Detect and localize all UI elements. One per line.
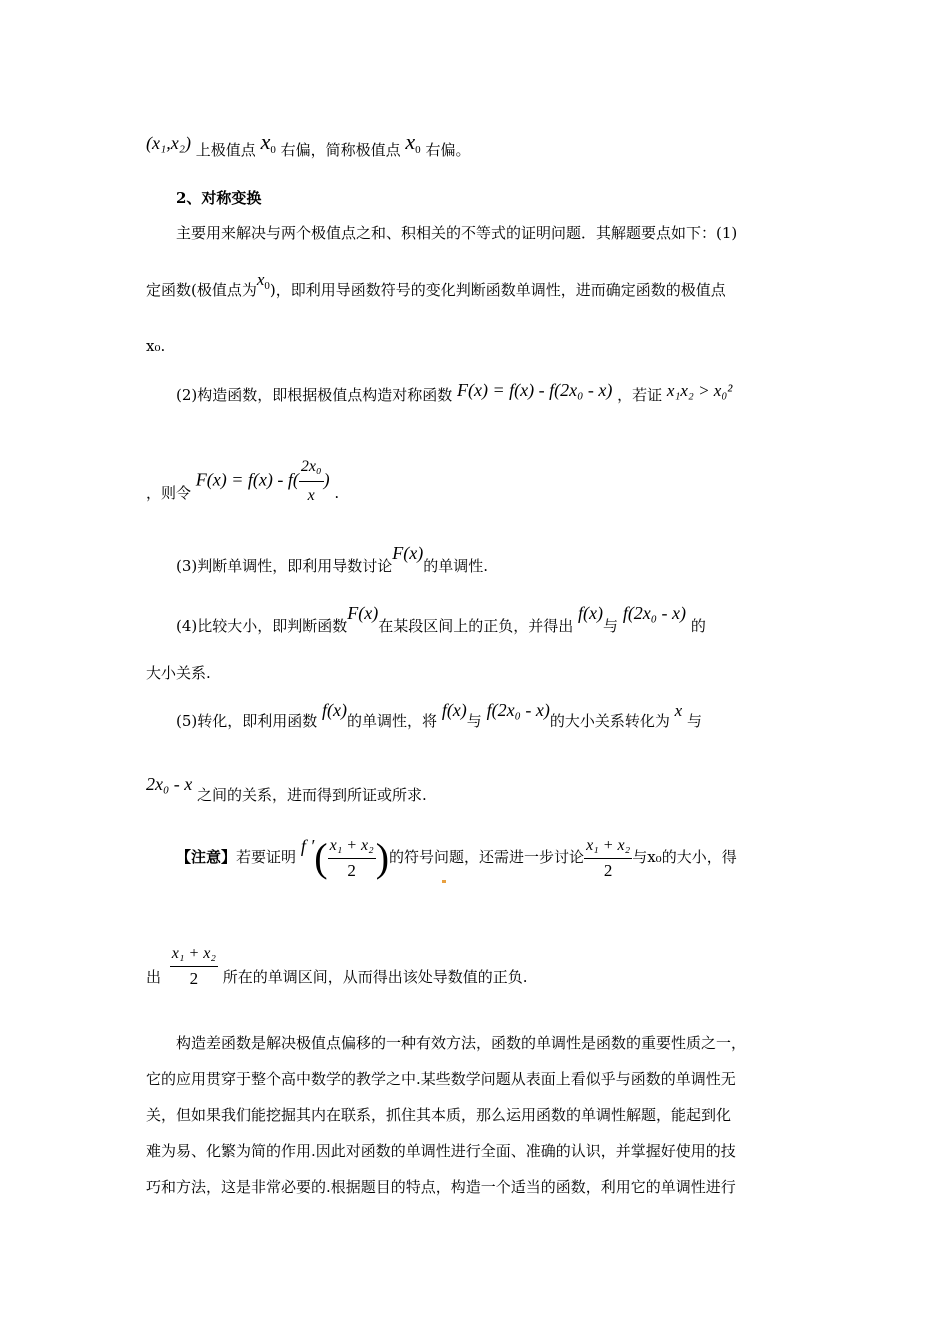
x0-inline: x₀ bbox=[647, 848, 662, 866]
intro-line-c: x₀. bbox=[146, 337, 166, 355]
f-x-formula-3: f(x) bbox=[441, 700, 467, 720]
step5-text-b: 的单调性，将 bbox=[347, 712, 438, 730]
step5-text-c: 与 bbox=[466, 712, 482, 730]
step5-line bbox=[176, 700, 702, 730]
intro-line-b bbox=[146, 270, 726, 302]
step4-text-a: (4)比较大小，即判断函数 bbox=[176, 617, 348, 635]
step5-text-a: (5)转化，即利用函数 bbox=[176, 712, 318, 730]
step2-line bbox=[176, 380, 733, 404]
note-text-b: 的符号问题，还需进一步讨论 bbox=[389, 848, 585, 866]
step4-text-b: 在某段区间上的正负，并得出 bbox=[378, 617, 574, 635]
right-paren: ) bbox=[375, 835, 390, 880]
note-line bbox=[176, 834, 737, 881]
closing-line-4: 难为易、化繁为简的作用.因此对函数的单调性进行全面、准确的认识，并掌握好使用的技 bbox=[146, 1142, 736, 1160]
intro-line-b-start: 定函数(极值点为 bbox=[146, 281, 257, 299]
step2-text-a: (2)构造函数，即根据极值点构造对称函数 bbox=[176, 386, 453, 404]
2x0-minus-x-formula: 2x₀ - x bbox=[146, 774, 193, 794]
f-2x0-minus-x-formula: f(2x₀ - x) bbox=[622, 603, 687, 623]
note-text-a: 若要证明 bbox=[236, 848, 297, 866]
midpoint-fraction: $\frac{\text{x₁ + x₂}}{2}$ bbox=[329, 836, 374, 880]
midpoint-fraction-3: $\frac{\text{x₁ + x₂}}{2}$ bbox=[171, 944, 216, 988]
f-prime-symbol: f ′ bbox=[300, 836, 315, 856]
line1-text-b: 右偏，简称极值点 bbox=[280, 141, 401, 159]
section-heading: 2、对称变换 bbox=[176, 189, 262, 207]
step5-line-b bbox=[146, 774, 427, 804]
f-x-formula-2: f(x) bbox=[322, 700, 348, 720]
F-x-formula: F(x) bbox=[392, 543, 424, 563]
formula3-left: F(x) = f(x) - f( bbox=[195, 469, 299, 490]
x0-symbol: x0 bbox=[260, 129, 276, 156]
step5-text-d: 的大小关系转化为 bbox=[549, 712, 670, 730]
closing-line-1: 构造差函数是解决极值点偏移的一种有效方法，函数的单调性是函数的重要性质之一， bbox=[176, 1034, 747, 1052]
step4-text-c: 与 bbox=[603, 617, 619, 635]
formula3-fraction: $\frac{\text{2x₀}}{x}$ bbox=[299, 455, 324, 508]
step4-line bbox=[176, 603, 706, 635]
note-line-b bbox=[146, 943, 527, 989]
step2-line-b bbox=[146, 455, 339, 508]
line1-text-a: 上极值点 bbox=[195, 141, 256, 159]
note-text-e: 出 bbox=[146, 968, 162, 986]
step2-text-b: ，若证 bbox=[617, 386, 663, 404]
intro-line-a: 主要用来解决与两个极值点之和、积相关的不等式的证明问题．其解题要点如下：(1) bbox=[176, 224, 738, 242]
note-text-c: 与 bbox=[632, 848, 648, 866]
step5-text-f: 之间的关系，进而得到所证或所求. bbox=[197, 786, 427, 804]
step2-text-d: . bbox=[334, 483, 340, 502]
x0-symbol-3: $x_0$ bbox=[256, 270, 270, 292]
closing-line-2: 它的应用贯穿于整个高中数学的教学之中.某些数学问题从表面上看似乎与函数的单调性无 bbox=[146, 1070, 736, 1088]
closing-paragraph bbox=[146, 1025, 806, 1205]
step3-text-a: (3)判断单调性，即利用导数讨论 bbox=[176, 557, 393, 575]
step3-line bbox=[176, 543, 489, 575]
closing-line-5: 巧和方法，这是非常必要的.根据题目的特点，构造一个适当的函数，利用它的单调性进行 bbox=[146, 1178, 736, 1196]
f-2x0-minus-x-formula-2: f(2x₀ - x) bbox=[486, 700, 550, 720]
symmetric-function-formula: F(x) = f(x) - f(2x₀ - x) bbox=[457, 380, 613, 400]
line-interval-x0-right-bias bbox=[146, 129, 471, 159]
midpoint-fraction-2: $\frac{\text{x₁ + x₂}}{2}$ bbox=[586, 836, 631, 880]
step4-text-d: 的 bbox=[690, 617, 706, 635]
x-symbol: x bbox=[674, 701, 683, 720]
product-inequality-formula: x₁x₂ > x₀² bbox=[666, 381, 733, 400]
step4-line-b: 大小关系. bbox=[146, 664, 211, 682]
note-label: 【注意】 bbox=[176, 848, 237, 866]
line1-text-c: 右偏。 bbox=[425, 141, 471, 159]
closing-line-3: 关，但如果我们能挖掘其内在联系，抓住其本质，那么运用函数的单调性解题，能起到化 bbox=[146, 1106, 732, 1124]
step3-text-b: 的单调性. bbox=[423, 557, 489, 575]
orange-mark bbox=[442, 880, 446, 883]
F-x-formula-2: F(x) bbox=[347, 603, 379, 623]
step5-text-e: 与 bbox=[686, 712, 702, 730]
intro-line-b-end: )，即利用导函数符号的变化判断函数单调性，进而确定函数的极值点 bbox=[269, 281, 726, 299]
step2-text-c: ，则令 bbox=[146, 483, 192, 502]
formula3-right: ) bbox=[323, 469, 330, 490]
interval-formula: (x₁,x₂) bbox=[146, 133, 191, 153]
f-x-formula: f(x) bbox=[578, 603, 604, 623]
left-paren: ( bbox=[314, 835, 328, 880]
note-text-d: 的大小，得 bbox=[661, 848, 737, 866]
x0-symbol-2: x0 bbox=[405, 129, 421, 156]
note-text-f: 所在的单调区间，从而得出该处导数值的正负. bbox=[222, 968, 528, 986]
